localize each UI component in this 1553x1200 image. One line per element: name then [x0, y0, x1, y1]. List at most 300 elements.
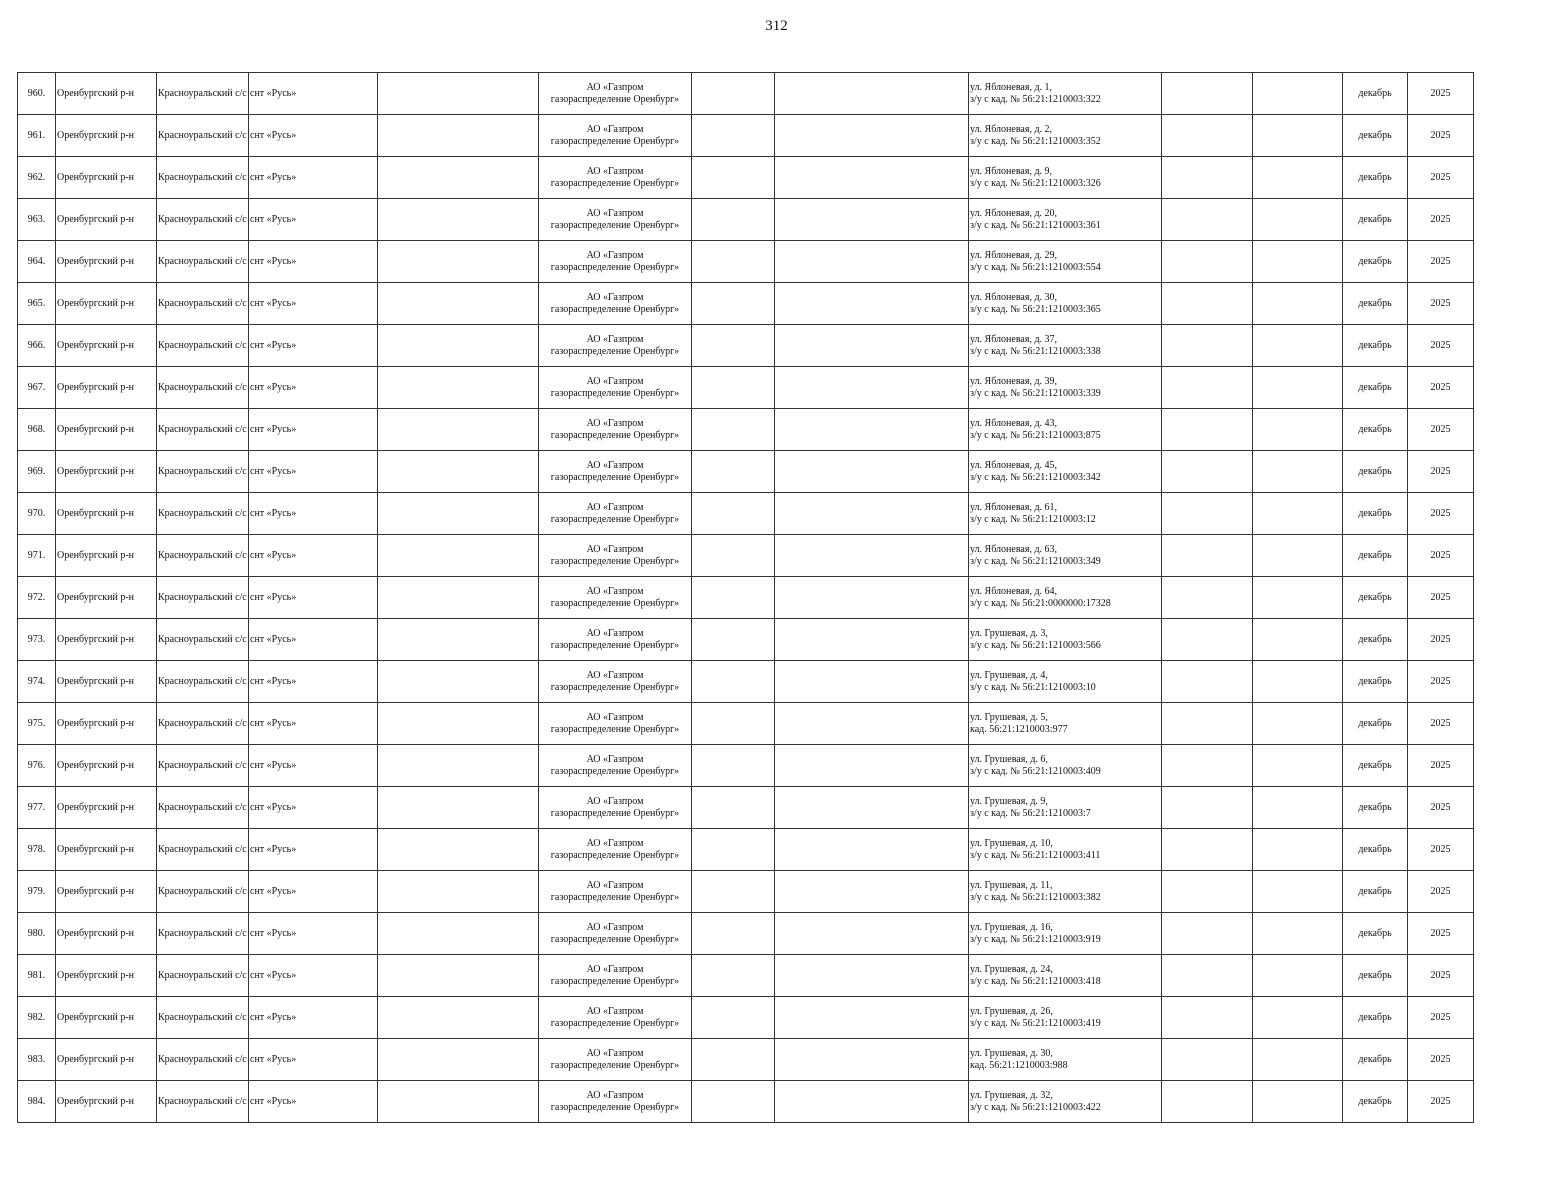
address-line-2: кад. 56:21:1210003:977 — [970, 723, 1068, 735]
address-cell — [969, 493, 1162, 535]
empty-cell — [1162, 871, 1253, 913]
address-line-1: ул. Яблоневая, д. 1, — [970, 81, 1053, 93]
row-number: 979. — [18, 871, 56, 913]
organization-cell — [539, 997, 692, 1039]
district-cell: Оренбургский р-н — [56, 955, 157, 997]
table-row — [18, 409, 1474, 451]
empty-cell — [378, 577, 539, 619]
row-number: 982. — [18, 997, 56, 1039]
month-cell: декабрь — [1343, 913, 1408, 955]
empty-cell — [378, 157, 539, 199]
council-cell: Красноуральский с/с — [157, 619, 249, 661]
organization-line-1: АО «Газпром — [586, 417, 644, 429]
page-number: 312 — [765, 18, 788, 34]
table-row — [18, 241, 1474, 283]
empty-cell — [1162, 157, 1253, 199]
organization-cell — [539, 703, 692, 745]
council-cell: Красноуральский с/с — [157, 493, 249, 535]
district-cell: Оренбургский р-н — [56, 913, 157, 955]
empty-cell — [692, 829, 775, 871]
year-cell: 2025 — [1408, 913, 1474, 955]
row-number: 960. — [18, 73, 56, 115]
snt-cell: снт «Русь» — [249, 493, 378, 535]
snt-cell: снт «Русь» — [249, 535, 378, 577]
empty-cell — [775, 661, 969, 703]
table-row — [18, 535, 1474, 577]
year-cell: 2025 — [1408, 535, 1474, 577]
address-cell — [969, 535, 1162, 577]
empty-cell — [692, 283, 775, 325]
empty-cell — [775, 1081, 969, 1123]
empty-cell — [378, 955, 539, 997]
snt-cell: снт «Русь» — [249, 787, 378, 829]
district-cell: Оренбургский р-н — [56, 871, 157, 913]
address-cell — [969, 283, 1162, 325]
address-cell — [969, 1039, 1162, 1081]
address-line-2: з/у с кад. № 56:21:1210003:361 — [970, 219, 1101, 231]
empty-cell — [692, 451, 775, 493]
empty-cell — [1253, 913, 1343, 955]
empty-cell — [1162, 703, 1253, 745]
month-cell: декабрь — [1343, 409, 1408, 451]
empty-cell — [1162, 367, 1253, 409]
organization-cell — [539, 241, 692, 283]
address-line-1: ул. Яблоневая, д. 2, — [970, 123, 1053, 135]
empty-cell — [692, 619, 775, 661]
organization-line-2: газораспределение Оренбург» — [550, 177, 680, 189]
year-cell: 2025 — [1408, 997, 1474, 1039]
council-cell: Красноуральский с/с — [157, 787, 249, 829]
empty-cell — [775, 451, 969, 493]
snt-cell: снт «Русь» — [249, 367, 378, 409]
organization-cell — [539, 157, 692, 199]
row-number: 973. — [18, 619, 56, 661]
address-cell — [969, 1081, 1162, 1123]
address-line-1: ул. Яблоневая, д. 9, — [970, 165, 1053, 177]
month-cell: декабрь — [1343, 283, 1408, 325]
empty-cell — [1253, 367, 1343, 409]
organization-line-1: АО «Газпром — [586, 627, 644, 639]
organization-line-1: АО «Газпром — [586, 1047, 644, 1059]
empty-cell — [1253, 787, 1343, 829]
council-cell: Красноуральский с/с — [157, 913, 249, 955]
organization-line-2: газораспределение Оренбург» — [550, 1017, 680, 1029]
empty-cell — [1253, 997, 1343, 1039]
address-cell — [969, 871, 1162, 913]
district-cell: Оренбургский р-н — [56, 535, 157, 577]
year-cell: 2025 — [1408, 871, 1474, 913]
snt-cell: снт «Русь» — [249, 115, 378, 157]
organization-line-2: газораспределение Оренбург» — [550, 807, 680, 819]
empty-cell — [1253, 73, 1343, 115]
organization-cell — [539, 409, 692, 451]
address-cell — [969, 955, 1162, 997]
council-cell: Красноуральский с/с — [157, 703, 249, 745]
organization-line-1: АО «Газпром — [586, 963, 644, 975]
organization-line-2: газораспределение Оренбург» — [550, 93, 680, 105]
empty-cell — [1253, 955, 1343, 997]
organization-line-2: газораспределение Оренбург» — [550, 219, 680, 231]
empty-cell — [692, 1081, 775, 1123]
snt-cell: снт «Русь» — [249, 745, 378, 787]
empty-cell — [378, 1081, 539, 1123]
empty-cell — [775, 871, 969, 913]
month-cell: декабрь — [1343, 157, 1408, 199]
table-row — [18, 871, 1474, 913]
snt-cell: снт «Русь» — [249, 703, 378, 745]
district-cell: Оренбургский р-н — [56, 283, 157, 325]
organization-line-2: газораспределение Оренбург» — [550, 681, 680, 693]
snt-cell: снт «Русь» — [249, 997, 378, 1039]
year-cell: 2025 — [1408, 115, 1474, 157]
empty-cell — [692, 871, 775, 913]
empty-cell — [1253, 829, 1343, 871]
row-number: 967. — [18, 367, 56, 409]
snt-cell: снт «Русь» — [249, 451, 378, 493]
empty-cell — [1253, 619, 1343, 661]
address-line-2: з/у с кад. № 56:21:1210003:339 — [970, 387, 1101, 399]
district-cell: Оренбургский р-н — [56, 73, 157, 115]
address-line-2: з/у с кад. № 56:21:1210003:7 — [970, 807, 1091, 819]
row-number: 975. — [18, 703, 56, 745]
organization-line-1: АО «Газпром — [586, 669, 644, 681]
year-cell: 2025 — [1408, 577, 1474, 619]
table-row — [18, 703, 1474, 745]
empty-cell — [775, 913, 969, 955]
month-cell: декабрь — [1343, 1081, 1408, 1123]
address-line-2: з/у с кад. № 56:21:1210003:12 — [970, 513, 1096, 525]
organization-line-2: газораспределение Оренбург» — [550, 471, 680, 483]
empty-cell — [1162, 913, 1253, 955]
organization-cell — [539, 787, 692, 829]
row-number: 983. — [18, 1039, 56, 1081]
organization-line-1: АО «Газпром — [586, 459, 644, 471]
council-cell: Красноуральский с/с — [157, 325, 249, 367]
month-cell: декабрь — [1343, 661, 1408, 703]
month-cell: декабрь — [1343, 451, 1408, 493]
snt-cell: снт «Русь» — [249, 577, 378, 619]
organization-line-1: АО «Газпром — [586, 333, 644, 345]
district-cell: Оренбургский р-н — [56, 619, 157, 661]
empty-cell — [378, 241, 539, 283]
empty-cell — [378, 913, 539, 955]
district-cell: Оренбургский р-н — [56, 325, 157, 367]
empty-cell — [1162, 283, 1253, 325]
table-row — [18, 451, 1474, 493]
empty-cell — [1162, 955, 1253, 997]
organization-cell — [539, 745, 692, 787]
empty-cell — [1162, 115, 1253, 157]
address-cell — [969, 829, 1162, 871]
organization-line-2: газораспределение Оренбург» — [550, 597, 680, 609]
organization-line-1: АО «Газпром — [586, 81, 644, 93]
empty-cell — [775, 745, 969, 787]
address-line-2: з/у с кад. № 56:21:0000000:17328 — [970, 597, 1111, 609]
organization-line-1: АО «Газпром — [586, 543, 644, 555]
organization-line-2: газораспределение Оренбург» — [550, 639, 680, 651]
empty-cell — [692, 409, 775, 451]
organization-line-1: АО «Газпром — [586, 501, 644, 513]
empty-cell — [378, 493, 539, 535]
organization-line-1: АО «Газпром — [586, 165, 644, 177]
empty-cell — [1162, 409, 1253, 451]
snt-cell: снт «Русь» — [249, 661, 378, 703]
empty-cell — [378, 367, 539, 409]
address-line-1: ул. Грушевая, д. 30, — [970, 1047, 1053, 1059]
month-cell: декабрь — [1343, 115, 1408, 157]
month-cell: декабрь — [1343, 787, 1408, 829]
empty-cell — [1253, 535, 1343, 577]
year-cell: 2025 — [1408, 325, 1474, 367]
empty-cell — [1253, 661, 1343, 703]
year-cell: 2025 — [1408, 409, 1474, 451]
organization-cell — [539, 283, 692, 325]
empty-cell — [378, 829, 539, 871]
empty-cell — [1253, 745, 1343, 787]
organization-line-2: газораспределение Оренбург» — [550, 1059, 680, 1071]
empty-cell — [1162, 199, 1253, 241]
row-number: 965. — [18, 283, 56, 325]
organization-cell — [539, 535, 692, 577]
empty-cell — [378, 73, 539, 115]
organization-line-2: газораспределение Оренбург» — [550, 261, 680, 273]
table-row — [18, 787, 1474, 829]
empty-cell — [1253, 199, 1343, 241]
row-number: 976. — [18, 745, 56, 787]
address-line-1: ул. Яблоневая, д. 61, — [970, 501, 1058, 513]
district-cell: Оренбургский р-н — [56, 829, 157, 871]
empty-cell — [378, 199, 539, 241]
council-cell: Красноуральский с/с — [157, 535, 249, 577]
organization-line-2: газораспределение Оренбург» — [550, 303, 680, 315]
council-cell: Красноуральский с/с — [157, 1039, 249, 1081]
organization-line-1: АО «Газпром — [586, 291, 644, 303]
row-number: 966. — [18, 325, 56, 367]
empty-cell — [1253, 325, 1343, 367]
address-line-2: кад. 56:21:1210003:988 — [970, 1059, 1068, 1071]
empty-cell — [378, 535, 539, 577]
organization-line-2: газораспределение Оренбург» — [550, 429, 680, 441]
month-cell: декабрь — [1343, 73, 1408, 115]
address-line-1: ул. Грушевая, д. 16, — [970, 921, 1053, 933]
empty-cell — [692, 367, 775, 409]
organization-cell — [539, 619, 692, 661]
empty-cell — [378, 745, 539, 787]
address-line-1: ул. Грушевая, д. 9, — [970, 795, 1048, 807]
year-cell: 2025 — [1408, 241, 1474, 283]
organization-line-1: АО «Газпром — [586, 123, 644, 135]
empty-cell — [378, 115, 539, 157]
organization-cell — [539, 661, 692, 703]
empty-cell — [1162, 535, 1253, 577]
district-cell: Оренбургский р-н — [56, 1081, 157, 1123]
table-row — [18, 157, 1474, 199]
district-cell: Оренбургский р-н — [56, 451, 157, 493]
district-cell: Оренбургский р-н — [56, 157, 157, 199]
month-cell: декабрь — [1343, 367, 1408, 409]
district-cell: Оренбургский р-н — [56, 745, 157, 787]
empty-cell — [775, 829, 969, 871]
address-cell — [969, 115, 1162, 157]
council-cell: Красноуральский с/с — [157, 955, 249, 997]
empty-cell — [775, 619, 969, 661]
address-cell — [969, 997, 1162, 1039]
snt-cell: снт «Русь» — [249, 619, 378, 661]
district-cell: Оренбургский р-н — [56, 1039, 157, 1081]
district-cell: Оренбургский р-н — [56, 367, 157, 409]
address-line-1: ул. Яблоневая, д. 37, — [970, 333, 1058, 345]
empty-cell — [775, 157, 969, 199]
snt-cell: снт «Русь» — [249, 283, 378, 325]
address-line-1: ул. Грушевая, д. 26, — [970, 1005, 1053, 1017]
year-cell: 2025 — [1408, 451, 1474, 493]
organization-line-2: газораспределение Оренбург» — [550, 975, 680, 987]
address-line-2: з/у с кад. № 56:21:1210003:322 — [970, 93, 1101, 105]
year-cell: 2025 — [1408, 703, 1474, 745]
address-line-1: ул. Яблоневая, д. 29, — [970, 249, 1058, 261]
address-line-2: з/у с кад. № 56:21:1210003:382 — [970, 891, 1101, 903]
empty-cell — [378, 325, 539, 367]
empty-cell — [775, 703, 969, 745]
row-number: 972. — [18, 577, 56, 619]
empty-cell — [692, 535, 775, 577]
empty-cell — [692, 493, 775, 535]
address-line-2: з/у с кад. № 56:21:1210003:419 — [970, 1017, 1101, 1029]
snt-cell: снт «Русь» — [249, 325, 378, 367]
empty-cell — [775, 241, 969, 283]
address-line-1: ул. Яблоневая, д. 63, — [970, 543, 1058, 555]
empty-cell — [1162, 451, 1253, 493]
organization-line-2: газораспределение Оренбург» — [550, 891, 680, 903]
empty-cell — [378, 787, 539, 829]
district-cell: Оренбургский р-н — [56, 241, 157, 283]
table-row — [18, 1039, 1474, 1081]
table-row — [18, 661, 1474, 703]
empty-cell — [1162, 73, 1253, 115]
organization-line-1: АО «Газпром — [586, 753, 644, 765]
empty-cell — [1253, 409, 1343, 451]
empty-cell — [692, 157, 775, 199]
district-cell: Оренбургский р-н — [56, 577, 157, 619]
empty-cell — [775, 367, 969, 409]
organization-cell — [539, 493, 692, 535]
organization-cell — [539, 199, 692, 241]
month-cell: декабрь — [1343, 829, 1408, 871]
address-cell — [969, 73, 1162, 115]
empty-cell — [1253, 1081, 1343, 1123]
month-cell: декабрь — [1343, 1039, 1408, 1081]
organization-line-2: газораспределение Оренбург» — [550, 555, 680, 567]
address-cell — [969, 241, 1162, 283]
organization-line-2: газораспределение Оренбург» — [550, 1101, 680, 1113]
organization-cell — [539, 367, 692, 409]
table-row — [18, 1081, 1474, 1123]
year-cell: 2025 — [1408, 619, 1474, 661]
year-cell: 2025 — [1408, 1039, 1474, 1081]
table-row — [18, 325, 1474, 367]
empty-cell — [692, 745, 775, 787]
council-cell: Красноуральский с/с — [157, 283, 249, 325]
row-number: 964. — [18, 241, 56, 283]
organization-cell — [539, 913, 692, 955]
district-cell: Оренбургский р-н — [56, 199, 157, 241]
empty-cell — [378, 703, 539, 745]
address-cell — [969, 409, 1162, 451]
address-line-2: з/у с кад. № 56:21:1210003:875 — [970, 429, 1101, 441]
address-line-1: ул. Грушевая, д. 32, — [970, 1089, 1053, 1101]
organization-line-1: АО «Газпром — [586, 795, 644, 807]
empty-cell — [775, 115, 969, 157]
address-line-2: з/у с кад. № 56:21:1210003:418 — [970, 975, 1101, 987]
empty-cell — [692, 325, 775, 367]
empty-cell — [775, 577, 969, 619]
snt-cell: снт «Русь» — [249, 409, 378, 451]
address-line-2: з/у с кад. № 56:21:1210003:566 — [970, 639, 1101, 651]
snt-cell: снт «Русь» — [249, 73, 378, 115]
row-number: 968. — [18, 409, 56, 451]
address-line-1: ул. Грушевая, д. 4, — [970, 669, 1048, 681]
year-cell: 2025 — [1408, 745, 1474, 787]
address-line-2: з/у с кад. № 56:21:1210003:10 — [970, 681, 1096, 693]
empty-cell — [1162, 325, 1253, 367]
district-cell: Оренбургский р-н — [56, 703, 157, 745]
address-line-1: ул. Грушевая, д. 11, — [970, 879, 1053, 891]
organization-line-1: АО «Газпром — [586, 1089, 644, 1101]
address-line-2: з/у с кад. № 56:21:1210003:365 — [970, 303, 1101, 315]
address-cell — [969, 913, 1162, 955]
month-cell: декабрь — [1343, 955, 1408, 997]
district-cell: Оренбургский р-н — [56, 115, 157, 157]
empty-cell — [1253, 1039, 1343, 1081]
district-cell: Оренбургский р-н — [56, 661, 157, 703]
empty-cell — [378, 283, 539, 325]
council-cell: Красноуральский с/с — [157, 73, 249, 115]
council-cell: Красноуральский с/с — [157, 661, 249, 703]
empty-cell — [775, 73, 969, 115]
empty-cell — [378, 1039, 539, 1081]
organization-line-1: АО «Газпром — [586, 1005, 644, 1017]
empty-cell — [692, 913, 775, 955]
address-line-1: ул. Грушевая, д. 10, — [970, 837, 1053, 849]
month-cell: декабрь — [1343, 703, 1408, 745]
empty-cell — [1253, 451, 1343, 493]
organization-line-2: газораспределение Оренбург» — [550, 513, 680, 525]
row-number: 981. — [18, 955, 56, 997]
address-cell — [969, 619, 1162, 661]
month-cell: декабрь — [1343, 997, 1408, 1039]
row-number: 961. — [18, 115, 56, 157]
council-cell: Красноуральский с/с — [157, 577, 249, 619]
table-row — [18, 745, 1474, 787]
table-row — [18, 577, 1474, 619]
snt-cell: снт «Русь» — [249, 829, 378, 871]
year-cell: 2025 — [1408, 493, 1474, 535]
year-cell: 2025 — [1408, 157, 1474, 199]
address-line-1: ул. Яблоневая, д. 39, — [970, 375, 1058, 387]
empty-cell — [692, 241, 775, 283]
organization-cell — [539, 829, 692, 871]
empty-cell — [1253, 241, 1343, 283]
year-cell: 2025 — [1408, 829, 1474, 871]
row-number: 974. — [18, 661, 56, 703]
organization-line-2: газораспределение Оренбург» — [550, 933, 680, 945]
registry-table — [17, 72, 1474, 1123]
table-row — [18, 73, 1474, 115]
empty-cell — [1162, 241, 1253, 283]
council-cell: Красноуральский с/с — [157, 409, 249, 451]
organization-line-1: АО «Газпром — [586, 837, 644, 849]
empty-cell — [692, 661, 775, 703]
